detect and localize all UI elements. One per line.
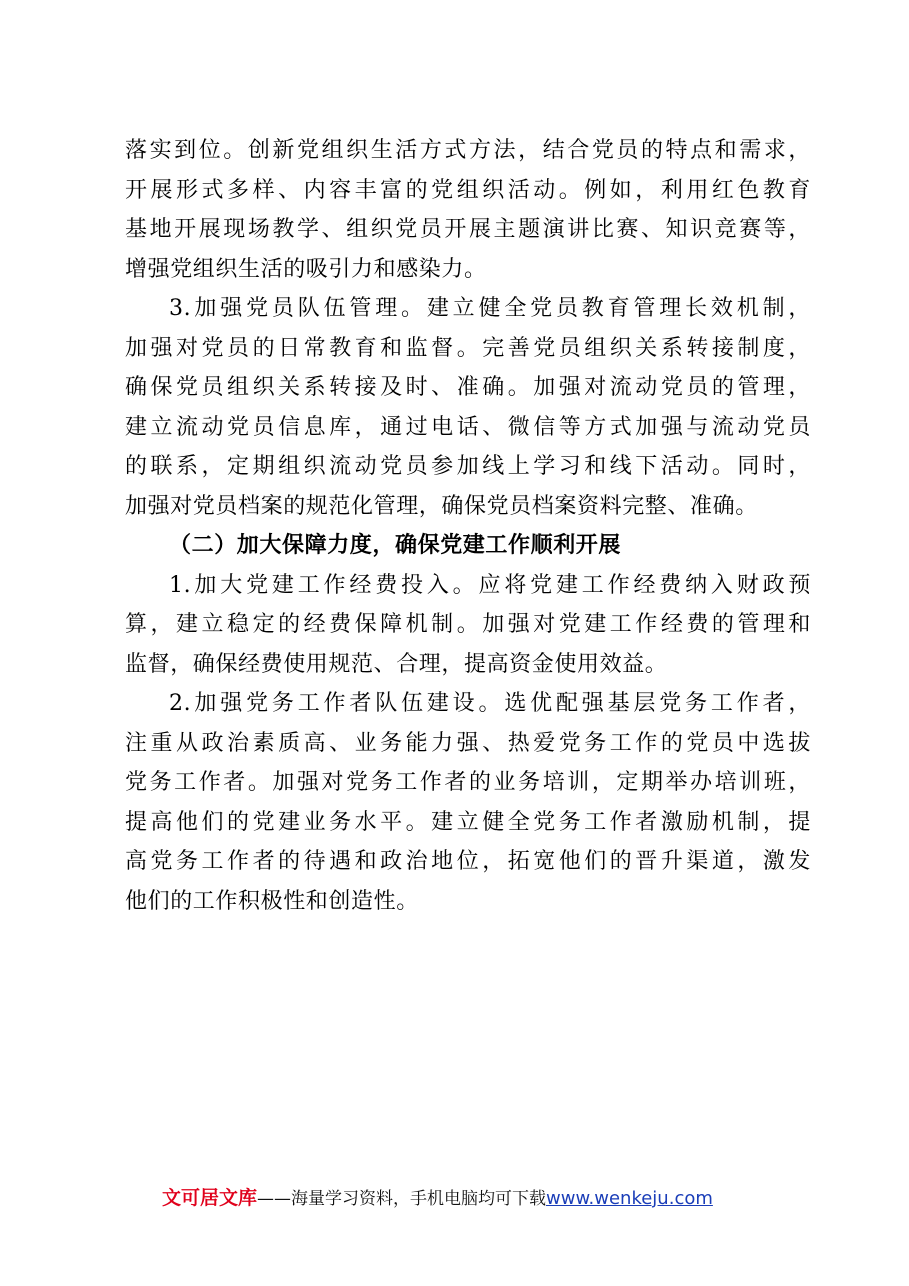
document-body	[125, 131, 811, 921]
paragraph	[125, 684, 811, 921]
text-line: 他们的工作积极性和创造性。	[125, 888, 419, 914]
text-line: 监督，确保经费使用规范、合理，提高资金使用效益。	[125, 651, 668, 677]
text-line: 确保党员组织关系转接及时、准确。加强对流动党员的管理，	[125, 375, 811, 400]
text-line: 加强对党员的日常教育和监督。完善党员组织关系转接制度，	[125, 335, 811, 361]
text-line: 2.加强党务工作者队伍建设。选优配强基层党务工作者，	[169, 691, 811, 716]
text-line: 加强对党员档案的规范化管理，确保党员档案资料完整、准确。	[125, 493, 758, 519]
section-heading: （二）加大保障力度，确保党建工作顺利开展	[169, 532, 622, 558]
text-line: 注重从政治素质高、业务能力强、热爱党务工作的党员中选拔	[125, 730, 811, 756]
paragraph	[125, 566, 811, 685]
text-line: 算，建立稳定的经费保障机制。加强对党建工作经费的管理和	[125, 612, 811, 637]
text-line: 高党务工作者的待遇和政治地位，拓宽他们的晋升渠道，激发	[125, 849, 811, 874]
text-line: 开展形式多样、内容丰富的党组织活动。例如，利用红色教育	[125, 177, 811, 203]
text-line: 提高他们的党建业务水平。建立健全党务工作者激励机制，提	[125, 809, 811, 835]
page-footer	[162, 1183, 713, 1213]
footer-slogan: ——海量学习资料，手机电脑均可下载	[257, 1189, 547, 1209]
text-line: 党务工作者。加强对党务工作者的业务培训，定期举办培训班，	[125, 770, 811, 795]
paragraph	[125, 131, 811, 289]
text-line: 基地开展现场教学、组织党员开展主题演讲比赛、知识竞赛等，	[125, 217, 811, 242]
text-line: 的联系，定期组织流动党员参加线上学习和线下活动。同时，	[125, 454, 811, 479]
text-line: 落实到位。创新党组织生活方式方法，结合党员的特点和需求，	[125, 138, 811, 163]
text-line: 3.加强党员队伍管理。建立健全党员教育管理长效机制，	[169, 296, 811, 321]
text-line: 增强党组织生活的吸引力和感染力。	[125, 256, 487, 282]
footer-site-link[interactable]: www.wenkeju.com	[546, 1188, 713, 1209]
text-line: 1.加大党建工作经费投入。应将党建工作经费纳入财政预	[169, 572, 811, 598]
text-line: 建立流动党员信息库，通过电话、微信等方式加强与流动党员	[125, 414, 811, 440]
paragraph	[125, 289, 811, 526]
footer-brand: 文可居文库	[162, 1187, 258, 1209]
